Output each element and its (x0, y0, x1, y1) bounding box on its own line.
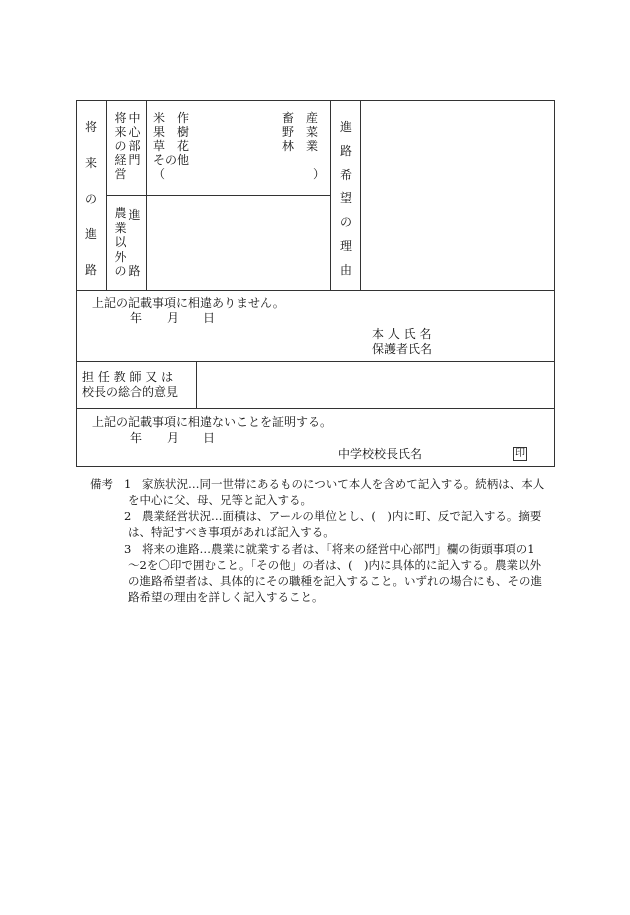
table-left-border (76, 100, 77, 467)
label-char: 心 (128, 125, 141, 139)
note-number-2: 2 (124, 509, 132, 523)
label-char: 経 (114, 153, 127, 167)
divider (76, 408, 555, 409)
label-char: の (114, 264, 127, 278)
label-char: 進 (84, 227, 97, 242)
option-livestock: 畜 産 (282, 111, 319, 125)
note-number-1: 1 (124, 477, 132, 491)
confirm-statement: 上記の記載事項に相違ありません。 (92, 296, 285, 310)
option-other: その他 (153, 153, 190, 167)
option-vegetables: 野 菜 (282, 125, 319, 139)
divider (76, 290, 555, 291)
divider (196, 361, 197, 408)
note-number-3: 3 (124, 542, 132, 556)
label-char: 進 (339, 120, 352, 134)
teacher-label-line2: 校長の総合的意見 (82, 385, 179, 399)
paren-close: ） (313, 167, 326, 181)
label-char: の (339, 215, 352, 230)
label-char: 営 (114, 167, 127, 181)
label-char: 進 (128, 208, 141, 222)
divider (360, 100, 361, 290)
person-name-label: 本 人 氏 名 (372, 327, 432, 341)
note-2-line-2: は、特記すべき事項があれば記入する。 (128, 525, 335, 539)
option-fruit: 果 樹 (153, 125, 190, 139)
divider (106, 195, 331, 196)
date-day: 日 (203, 311, 216, 325)
label-char: 部 (128, 139, 141, 153)
label-char: 外 (114, 249, 127, 264)
notes-heading: 備考 (90, 477, 113, 491)
note-3-line-1: 将来の進路…農業に就業する者は、「将来の経営中心部門」欄の街頭事項の1 (142, 542, 535, 556)
teacher-label-line1: 担 任 教 師 又 は (82, 370, 174, 384)
farm-division-label-col2 (128, 111, 141, 167)
label-char: 来 (84, 155, 97, 170)
label-char: 中 (128, 111, 141, 125)
label-char: 来 (114, 125, 127, 139)
date-month: 月 (167, 311, 180, 325)
label-char: 農 (114, 206, 127, 220)
date-day: 日 (203, 431, 216, 445)
guardian-name-label: 保護者氏名 (372, 342, 433, 356)
date-year: 年 (130, 311, 143, 325)
date-month: 月 (167, 431, 180, 445)
future-path-label (84, 118, 98, 278)
note-3-line-4: 路希望の理由を詳しく記入すること。 (128, 590, 324, 604)
note-1-line-1: 家族状況…同一世帯にあるものについて本人を含めて記入する。続柄は、本人 (142, 477, 545, 491)
table-right-border (554, 100, 555, 467)
certify-statement: 上記の記載事項に相違ないことを証明する。 (92, 415, 333, 429)
label-char: 由 (339, 262, 352, 277)
divider (76, 361, 555, 362)
date-year: 年 (130, 431, 143, 445)
label-char: 路 (128, 264, 141, 278)
option-rice: 米 作 (153, 111, 190, 125)
label-char: の (114, 139, 127, 153)
label-char: の (84, 191, 97, 206)
label-char: 以 (114, 235, 127, 249)
table-bottom-border (76, 466, 555, 467)
label-char: 希 (339, 167, 352, 182)
note-3-line-2: ～2を〇印で囲むこと。「その他」の者は、( )内に具体的に記入する。農業以外 (128, 558, 542, 572)
farm-division-label-col1 (114, 111, 127, 181)
label-char: 路 (339, 143, 352, 158)
option-forestry: 林 業 (282, 139, 319, 153)
principal-name-label: 中学校校長氏名 (338, 447, 423, 461)
paren-open: （ (153, 167, 166, 181)
label-char: 理 (339, 239, 352, 254)
option-flowers: 草 花 (153, 139, 190, 153)
note-1-line-2: を中心に父、母、兄等と記入する。 (128, 493, 312, 507)
label-char: 路 (84, 263, 97, 277)
label-char: 門 (128, 153, 141, 167)
note-2-line-1: 農業経営状況…面積は、アールの単位とし、( )内に町、反で記入する。摘要 (142, 509, 542, 523)
nonfarm-label-col1 (114, 206, 127, 279)
label-char: 業 (114, 220, 127, 235)
nonfarm-label-col2 (128, 206, 141, 279)
label-char: 将 (84, 120, 97, 134)
label-char: 望 (339, 191, 352, 206)
reason-label (339, 118, 353, 278)
label-char: 将 (114, 111, 127, 125)
seal-stamp: 印 (515, 448, 525, 459)
table-top-border (76, 100, 555, 101)
note-3-line-3: の進路希望者は、具体的にその職種を記入すること。いずれの場合にも、その進 (128, 574, 542, 588)
